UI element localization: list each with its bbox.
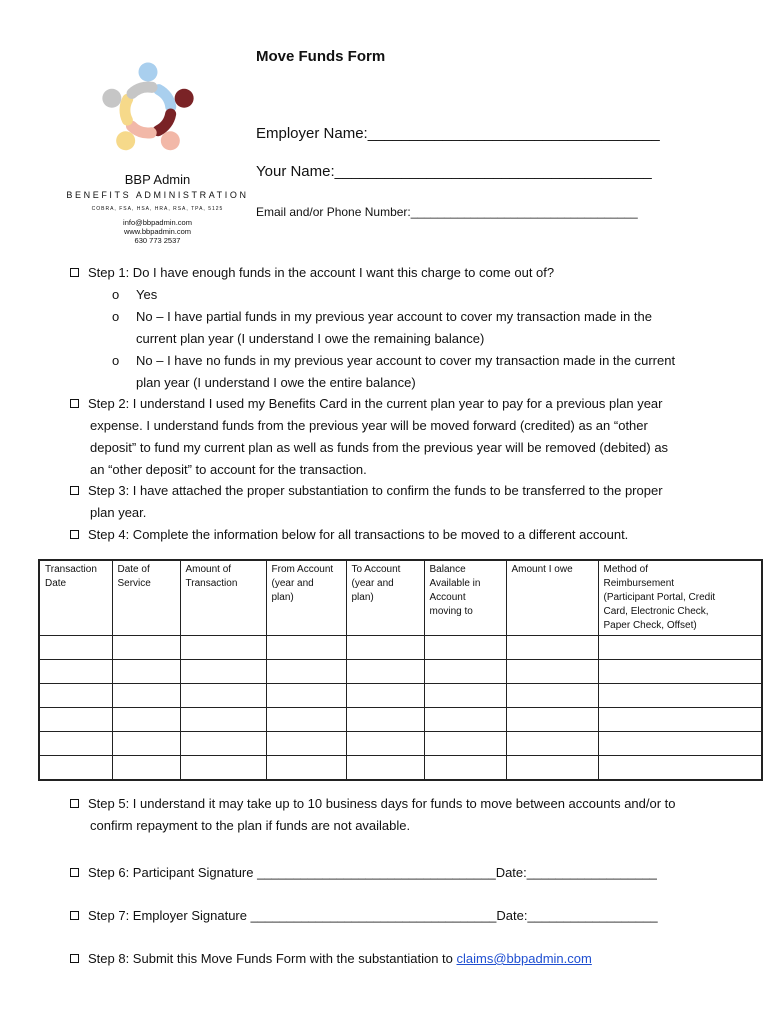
step-6 [70,862,657,884]
option-text-cont: current plan year (I understand I owe the remaining balance) [136,331,485,346]
step-1-option-partial[interactable] [112,306,652,350]
table-input-cell[interactable] [346,756,424,781]
table-input-cell[interactable] [112,636,180,660]
option-bullet: o [112,287,120,302]
logo-figure-body [125,99,128,120]
table-input-cell[interactable] [266,732,346,756]
logo-figure-body [158,114,171,131]
step-5-text-2: confirm repayment to the plan if funds are not available. [90,818,411,833]
step-8 [70,948,592,970]
table-input-cell[interactable] [346,636,424,660]
header-text: To Account [351,564,401,575]
table-header-cell [424,560,506,636]
table-input-cell[interactable] [266,756,346,781]
step-3-checkbox[interactable] [70,486,79,495]
header-text: (year and [351,578,394,589]
table-input-cell[interactable] [424,732,506,756]
table-input-cell[interactable] [424,660,506,684]
table-row [39,684,762,708]
table-header-cell [506,560,598,636]
table-input-cell[interactable] [424,636,506,660]
step-5 [70,793,676,837]
option-text: Yes [136,287,158,302]
table-input-cell[interactable] [112,732,180,756]
table-input-cell[interactable] [180,684,266,708]
table-input-cell[interactable] [266,636,346,660]
logo-name: BBP Admin [124,172,191,187]
logo-figure-head [161,131,180,150]
table-input-cell[interactable] [180,756,266,781]
header-text: Service [117,578,151,589]
table-row [39,708,762,732]
header-text: Transaction [45,564,97,575]
logo-figure-head [175,89,194,108]
logo-figure-head [102,89,121,108]
table-input-cell[interactable] [506,684,598,708]
step-2-text-4: an “other deposit” to account for the transaction. [90,462,367,477]
logo-figure-head [139,63,158,82]
table-header-cell [346,560,424,636]
table-input-cell[interactable] [180,636,266,660]
table-header-cell [112,560,180,636]
participant-signature-field[interactable]: Step 6: Participant Signature _________________________________Date:__________________ [88,865,657,880]
step-8-text: Step 8: Submit this Move Funds Form with the substantiation to [88,951,457,966]
table-input-cell[interactable] [506,660,598,684]
step-1-checkbox[interactable] [70,268,79,277]
table-row [39,660,762,684]
header-text: plan) [351,592,374,603]
header-text: Date of [117,564,150,575]
table-input-cell[interactable] [598,636,762,660]
step-4-text: Step 4: Complete the information below for all transactions to be moved to a different account. [88,527,629,542]
table-row [39,756,762,781]
table-input-cell[interactable] [266,708,346,732]
step-2-checkbox[interactable] [70,399,79,408]
step-3 [70,480,663,524]
table-input-cell[interactable] [598,732,762,756]
table-input-cell[interactable] [424,708,506,732]
logo-figure-body [132,87,152,93]
header-text: Balance [429,564,466,575]
step-1-text: Step 1: Do I have enough funds in the account I want this charge to come out of? [88,265,555,280]
table-input-cell[interactable] [112,684,180,708]
header-text: Transaction [185,578,238,589]
table-header-cell [598,560,762,636]
logo-figure-head [116,131,135,150]
header-text: moving to [429,606,473,617]
table-input-cell[interactable] [112,708,180,732]
step-1-option-yes[interactable] [112,284,157,306]
header-text: Date [45,578,67,589]
table-header-cell [180,560,266,636]
step-3-text-2: plan year. [90,505,147,520]
table-input-cell[interactable] [346,708,424,732]
table-input-cell[interactable] [39,732,112,756]
step-1-option-none[interactable] [112,350,675,394]
header-text: From Account [271,564,334,575]
step-4 [70,524,628,546]
table-input-cell[interactable] [506,756,598,781]
header-text: (Participant Portal, Credit [603,592,716,603]
logo-website: www.bbpadmin.com [123,227,192,236]
table-header-row [39,560,762,636]
logo-figure-body [159,90,171,107]
claims-email-link[interactable]: claims@bbpadmin.com [456,951,592,966]
table-input-cell[interactable] [346,660,424,684]
step-6-checkbox[interactable] [70,868,79,877]
step-2-text-2: expense. I understand funds from the previous year will be moved forward (credited) as an “other [90,418,648,433]
table-input-cell[interactable] [598,684,762,708]
header-text: Paper Check, Offset) [603,620,697,631]
table-input-cell[interactable] [39,660,112,684]
table-input-cell[interactable] [598,708,762,732]
header-text: Reimbursement [603,578,675,589]
option-bullet: o [112,353,120,368]
table-input-cell[interactable] [112,756,180,781]
option-text-cont: plan year (I understand I owe the entire balance) [136,375,416,390]
table-input-cell[interactable] [180,660,266,684]
step-8-checkbox[interactable] [70,954,79,963]
step-7 [70,905,658,927]
table-header-cell [39,560,112,636]
option-text: No – I have no funds in my previous year account to cover my transaction made in the current [136,353,676,368]
option-text: No – I have partial funds in my previous year account to cover my transaction made in the [136,309,652,324]
transactions-table [38,559,763,781]
header-text: (year and [271,578,314,589]
logo-phone: 630 773 2537 [134,236,181,245]
header-text: Amount I owe [511,564,573,575]
table-row [39,732,762,756]
table-input-cell[interactable] [180,708,266,732]
table-header-cell [266,560,346,636]
table-input-cell[interactable] [39,636,112,660]
step-5-checkbox[interactable] [70,799,79,808]
logo-email: info@bbpadmin.com [123,218,192,227]
table-input-cell[interactable] [598,756,762,781]
table-input-cell[interactable] [506,732,598,756]
step-2-text-3: deposit” to fund my current plan as well as funds from the previous year will be removed (debited) as [90,440,669,455]
step-3-text: Step 3: I have attached the proper substantiation to confirm the funds to be transferred to the proper [88,483,663,498]
table-input-cell[interactable] [506,636,598,660]
header-text: Method of [603,564,648,575]
logo-tagline: BENEFITS ADMINISTRATION [66,190,249,200]
employer-signature-field[interactable]: Step 7: Employer Signature __________________________________Date:__________________ [88,908,658,923]
table-input-cell[interactable] [598,660,762,684]
table-input-cell[interactable] [346,684,424,708]
header-text: Account [429,592,466,603]
step-2 [70,393,668,481]
logo-services: COBRA, FSA, HSA, HRA, RSA, TPA, 5125 [91,206,224,212]
step-4-checkbox[interactable] [70,530,79,539]
table-input-cell[interactable] [112,660,180,684]
table-input-cell[interactable] [424,684,506,708]
employer-name-field[interactable]: Employer Name:___________________________________ [256,125,660,142]
table-input-cell[interactable] [180,732,266,756]
table-input-cell[interactable] [266,684,346,708]
header-text: Card, Electronic Check, [603,606,709,617]
your-name-field[interactable]: Your Name:______________________________________ [256,163,652,180]
form-title: Move Funds Form [256,48,386,65]
table-input-cell[interactable] [424,756,506,781]
table-input-cell[interactable] [39,756,112,781]
table-input-cell[interactable] [39,684,112,708]
table-row [39,636,762,660]
step-7-checkbox[interactable] [70,911,79,920]
step-2-text: Step 2: I understand I used my Benefits Card in the current plan year to pay for a previous plan year [88,396,663,411]
step-1 [70,262,554,284]
table-input-cell[interactable] [506,708,598,732]
table-input-cell[interactable] [266,660,346,684]
step-5-text: Step 5: I understand it may take up to 10 business days for funds to move between accounts and/or to [88,796,676,811]
logo-figure-body [131,126,151,133]
email-phone-field[interactable]: Email and/or Phone Number:__________________________________ [256,205,638,219]
header-text: plan) [271,592,294,603]
header-text: Available in [429,578,481,589]
header-text: Amount of [185,564,232,575]
table-input-cell[interactable] [346,732,424,756]
option-bullet: o [112,309,120,324]
table-input-cell[interactable] [39,708,112,732]
